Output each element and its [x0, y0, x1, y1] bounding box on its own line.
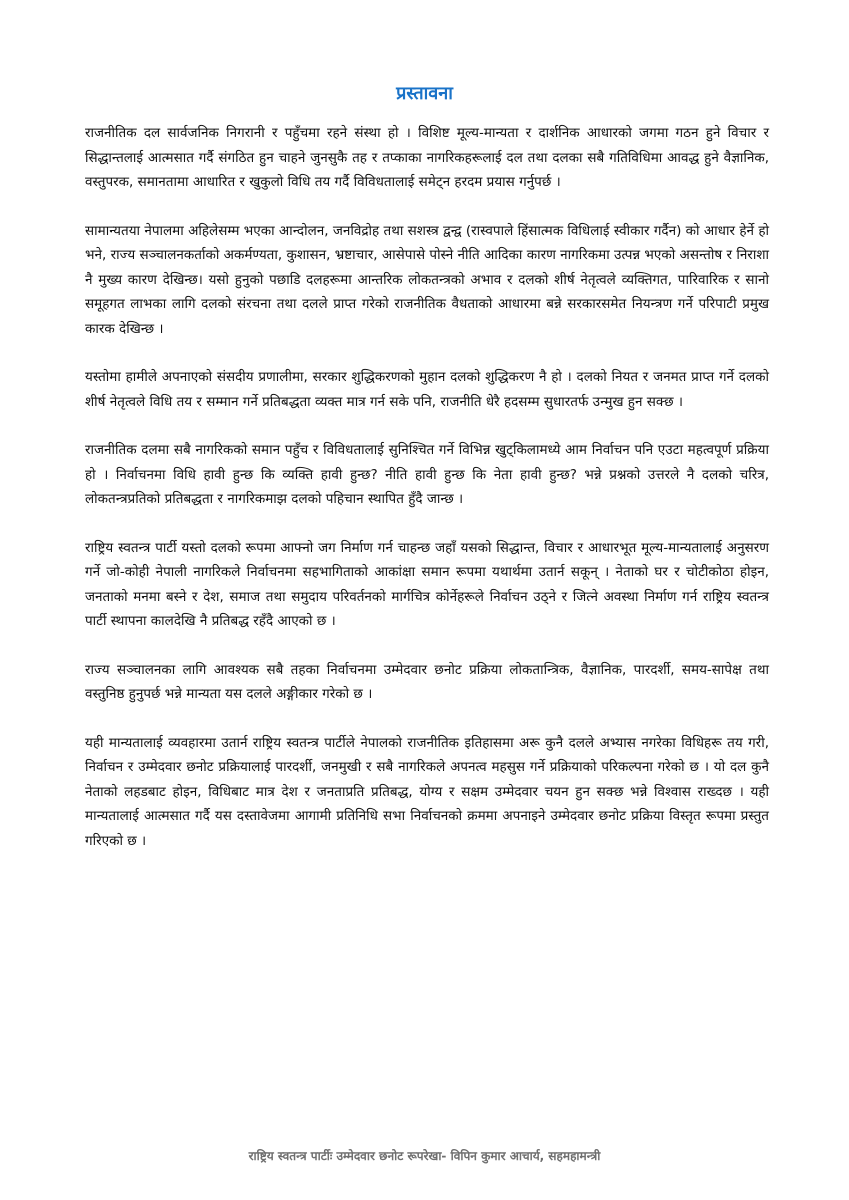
- document-body: [85, 121, 769, 877]
- paragraph-1: राजनीतिक दल सार्वजनिक निगरानी र पहुँचमा रहने संस्था हो । विशिष्ट मूल्य-मान्यता र दार्शनिक आधारको जगमा गठन हुने विचार र सिद्धान्तलाई आत्मसात गर्दै संगठित हुन चाहने जुनसुकै तह र तप्काका नागरिकहरूलाई दल तथा दलका सबै गतिविधिमा आवद्ध हुने वैज्ञानिक, वस्तुपरक, समानतामा आधारित र खुकुलो विधि तय गर्दै विविधतालाई समेट्न हरदम प्रयास गर्नुपर्छ ।: [85, 125, 769, 190]
- paragraph-2: सामान्यतया नेपालमा अहिलेसम्म भएका आन्दोलन, जनविद्रोह तथा सशस्त्र द्वन्द्व (रास्वपाले हिंसात्मक विधिलाई स्वीकार गर्दैन) को आधार हेर्ने हो भने, राज्य सञ्चालनकर्ताको अकर्मण्यता, कुशासन, भ्रष्टाचार, आसेपासे पोस्ने नीति आदिका कारण नागरिकमा उत्पन्न भएको असन्तोष र निराशा नै मुख्य कारण देखिन्छ। यसो हुनुको पछाडि दलहरूमा आन्तरिक लोकतन्त्रको अभाव र दलको शीर्ष नेतृत्वले व्यक्तिगत, पारिवारिक र सानो समूहगत लाभका लागि दलको संरचना तथा दलले प्राप्त गरेको राजनीतिक वैधताको आधारमा बन्ने सरकारसमेत नियन्त्रण गर्ने परिपाटी प्रमुख कारक देखिन्छ ।: [85, 222, 769, 337]
- paragraph-4: राजनीतिक दलमा सबै नागरिकको समान पहुँच र विविधतालाई सुनिश्चित गर्ने विभिन्न खुट्किलामध्ये आम निर्वाचन पनि एउटा महत्वपूर्ण प्रक्रिया हो । निर्वाचनमा विधि हावी हुन्छ कि व्यक्ति हावी हुन्छ? नीति हावी हुन्छ कि नेता हावी हुन्छ? भन्ने प्रश्नको उत्तरले नै दलको चरित्र, लोकतन्त्रप्रतिको प्रतिबद्धता र नागरिकमाझ दलको पहिचान स्थापित हुँदै जान्छ ।: [85, 442, 769, 507]
- paragraph-5: राष्ट्रिय स्वतन्त्र पार्टी यस्तो दलको रूपमा आफ्नो जग निर्माण गर्न चाहन्छ जहाँ यसको सिद्धान्त, विचार र आधारभूत मूल्य-मान्यतालाई अनुसरण गर्ने जो-कोही नेपाली नागरिकले निर्वाचनमा सहभागिताको आकांक्षा समान रूपमा यथार्थमा उतार्न सकून् । नेताको घर र चोटीकोठा होइन, जनताको मनमा बस्ने र देश, समाज तथा समुदाय परिवर्तनको मार्गचित्र कोर्नेहरूले निर्वाचन उठ्ने र जित्ने अवस्था निर्माण गर्न राष्ट्रिय स्वतन्त्र पार्टी स्थापना कालदेखि नै प्रतिबद्ध रहँदै आएको छ ।: [85, 539, 769, 629]
- paragraph-7: यही मान्यतालाई व्यवहारमा उतार्न राष्ट्रिय स्वतन्त्र पार्टीले नेपालको राजनीतिक इतिहासमा अरू कुनै दलले अभ्यास नगरेका विधिहरू तय गरी, निर्वाचन र उम्मेदवार छनोट प्रक्रियालाई पारदर्शी, जनमुखी र सबै नागरिकले अपनत्व महसुस गर्ने प्रक्रियाको परिकल्पना गरेको छ । यो दल कुनै नेताको लहडबाट होइन, विधिबाट मात्र देश र जनताप्रति प्रतिबद्ध, योग्य र सक्षम उम्मेदवार चयन हुन सक्छ भन्ने विश्वास राख्दछ । यही मान्यतालाई आत्मसात गर्दै यस दस्तावेजमा आगामी प्रतिनिधि सभा निर्वाचनको क्रममा अपनाइने उम्मेदवार छनोट प्रक्रिया विस्तृत रूपमा प्रस्तुत गरिएको छ ।: [85, 734, 769, 849]
- paragraph-6: राज्य सञ्चालनका लागि आवश्यक सबै तहका निर्वाचनमा उम्मेदवार छनोट प्रक्रिया लोकतान्त्रिक, वैज्ञानिक, पारदर्शी, समय-सापेक्ष तथा वस्तुनिष्ठ हुनुपर्छ भन्ने मान्यता यस दलले अङ्गीकार गरेको छ ।: [85, 661, 769, 702]
- page-title: प्रस्तावना: [396, 83, 453, 104]
- paragraph-3: यस्तोमा हामीले अपनाएको संसदीय प्रणालीमा, सरकार शुद्धिकरणको मुहान दलको शुद्धिकरण नै हो । दलको नियत र जनमत प्राप्त गर्ने दलको शीर्ष नेतृत्वले विधि तय र सम्मान गर्ने प्रतिबद्धता व्यक्त मात्र गर्न सके पनि, राजनीति धेरै हदसम्म सुधारतर्फ उन्मुख हुन सक्छ ।: [85, 369, 769, 410]
- page-footer: राष्ट्रिय स्वतन्त्र पार्टीः उम्मेदवार छनोट रूपरेखा- विपिन कुमार आचार्य, सहमहामन्त्री: [248, 1149, 601, 1163]
